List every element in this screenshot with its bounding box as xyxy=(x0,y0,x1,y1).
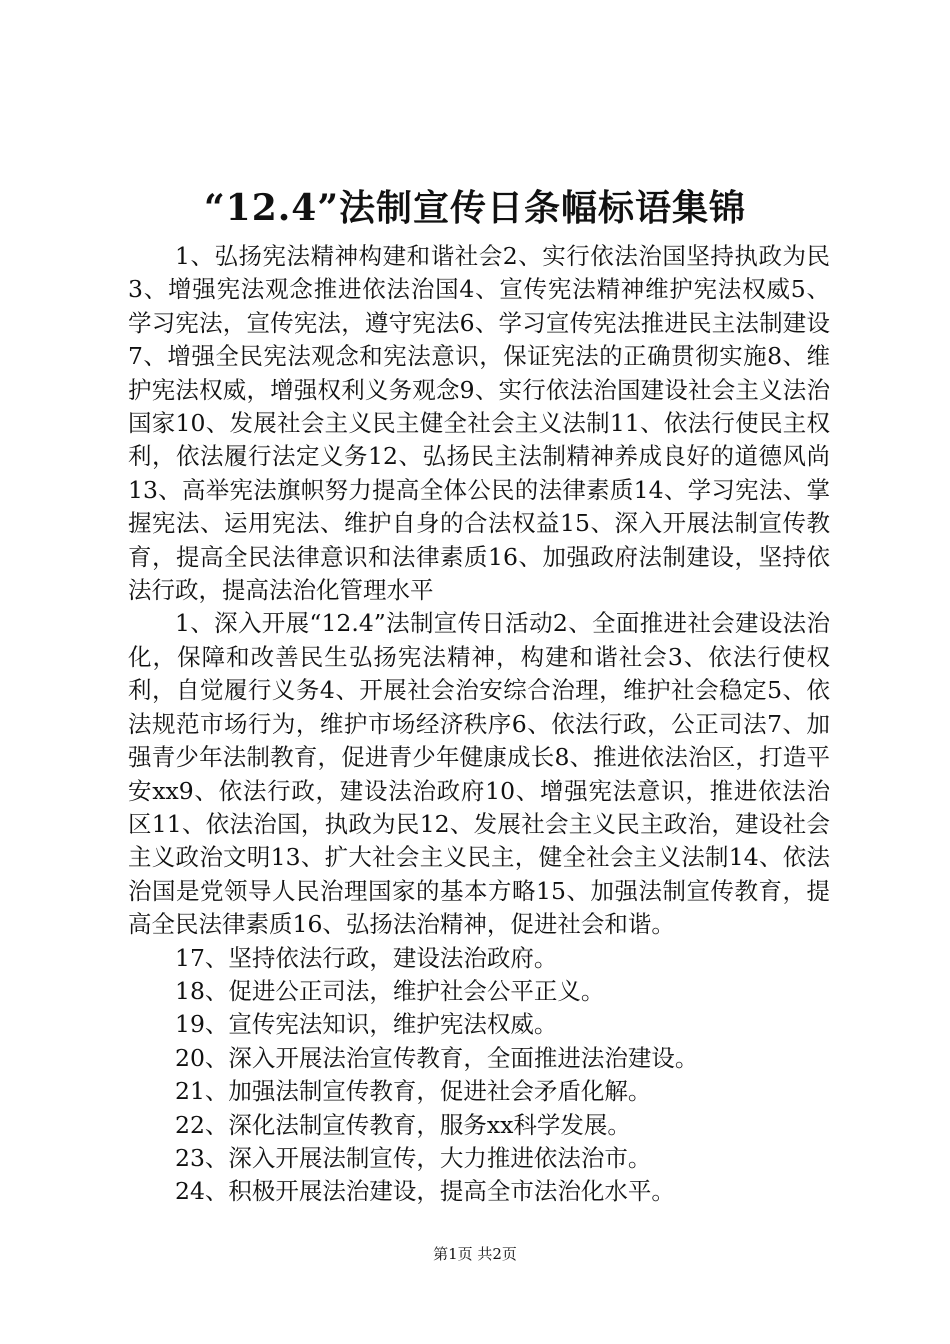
document-body xyxy=(128,240,830,1209)
list-item: 24、积极开展法治建设，提高全市法治化水平。 xyxy=(175,1177,675,1206)
paragraph-slogans-part-2: 1、深入开展“12.4”法制宣传日活动2、全面推进社会建设法治化，保障和改善民生弘扬宪法精神，构建和谐社会3、依法行使权利，自觉履行义务4、开展社会治安综合治理，维护社会稳定5、依法规范市场行为，维护市场经济秩序6、依法行政，公正司法7、加强青少年法制教育，促进青少年健康成长8、推进依法治区，打造平安xx9、依法行政，建设法治政府10、增强宪法意识，推进依法治区11、依法治国，执政为民12、发展社会主义民主政治，建设社会主义政治文明13、扩大社会主义民主，健全社会主义法制14、依法治国是党领导人民治理国家的基本方略15、加强法制宣传教育，提高全民法律素质16、弘扬法治精神，促进社会和谐。 xyxy=(128,609,830,939)
list-item: 23、深入开展法制宣传，大力推进依法治市。 xyxy=(175,1143,652,1172)
list-item: 19、宣传宪法知识，维护宪法权威。 xyxy=(175,1010,558,1039)
list-item: 20、深入开展法治宣传教育，全面推进法治建设。 xyxy=(175,1043,699,1072)
list-item: 17、坚持依法行政，建设法治政府。 xyxy=(175,943,558,972)
list-item: 21、加强法制宣传教育，促进社会矛盾化解。 xyxy=(175,1077,652,1106)
document-title: “12.4”法制宣传日条幅标语集锦 xyxy=(203,187,747,229)
page-number-footer: 第1页 共2页 xyxy=(433,1245,517,1263)
paragraph-slogans-part-1: 1、弘扬宪法精神构建和谐社会2、实行依法治国坚持执政为民3、增强宪法观念推进依法治国4、宣传宪法精神维护宪法权威5、学习宪法，宣传宪法，遵守宪法6、学习宣传宪法推进民主法制建设7、增强全民宪法观念和宪法意识，保证宪法的正确贯彻实施8、维护宪法权威，增强权利义务观念9、实行依法治国建设社会主义法治国家10、发展社会主义民主健全社会主义法制11、依法行使民主权利，依法履行法定义务12、弘扬民主法制精神养成良好的道德风尚13、高举宪法旗帜努力提高全体公民的法律素质14、学习宪法、掌握宪法、运用宪法、维护自身的合法权益15、深入开展法制宣传教育，提高全民法律意识和法律素质16、加强政府法制建设，坚持依法行政，提高法治化管理水平 xyxy=(128,242,830,605)
list-item: 22、深化法制宣传教育，服务xx科学发展。 xyxy=(175,1110,631,1139)
list-item: 18、促进公正司法，维护社会公平正义。 xyxy=(175,976,605,1005)
